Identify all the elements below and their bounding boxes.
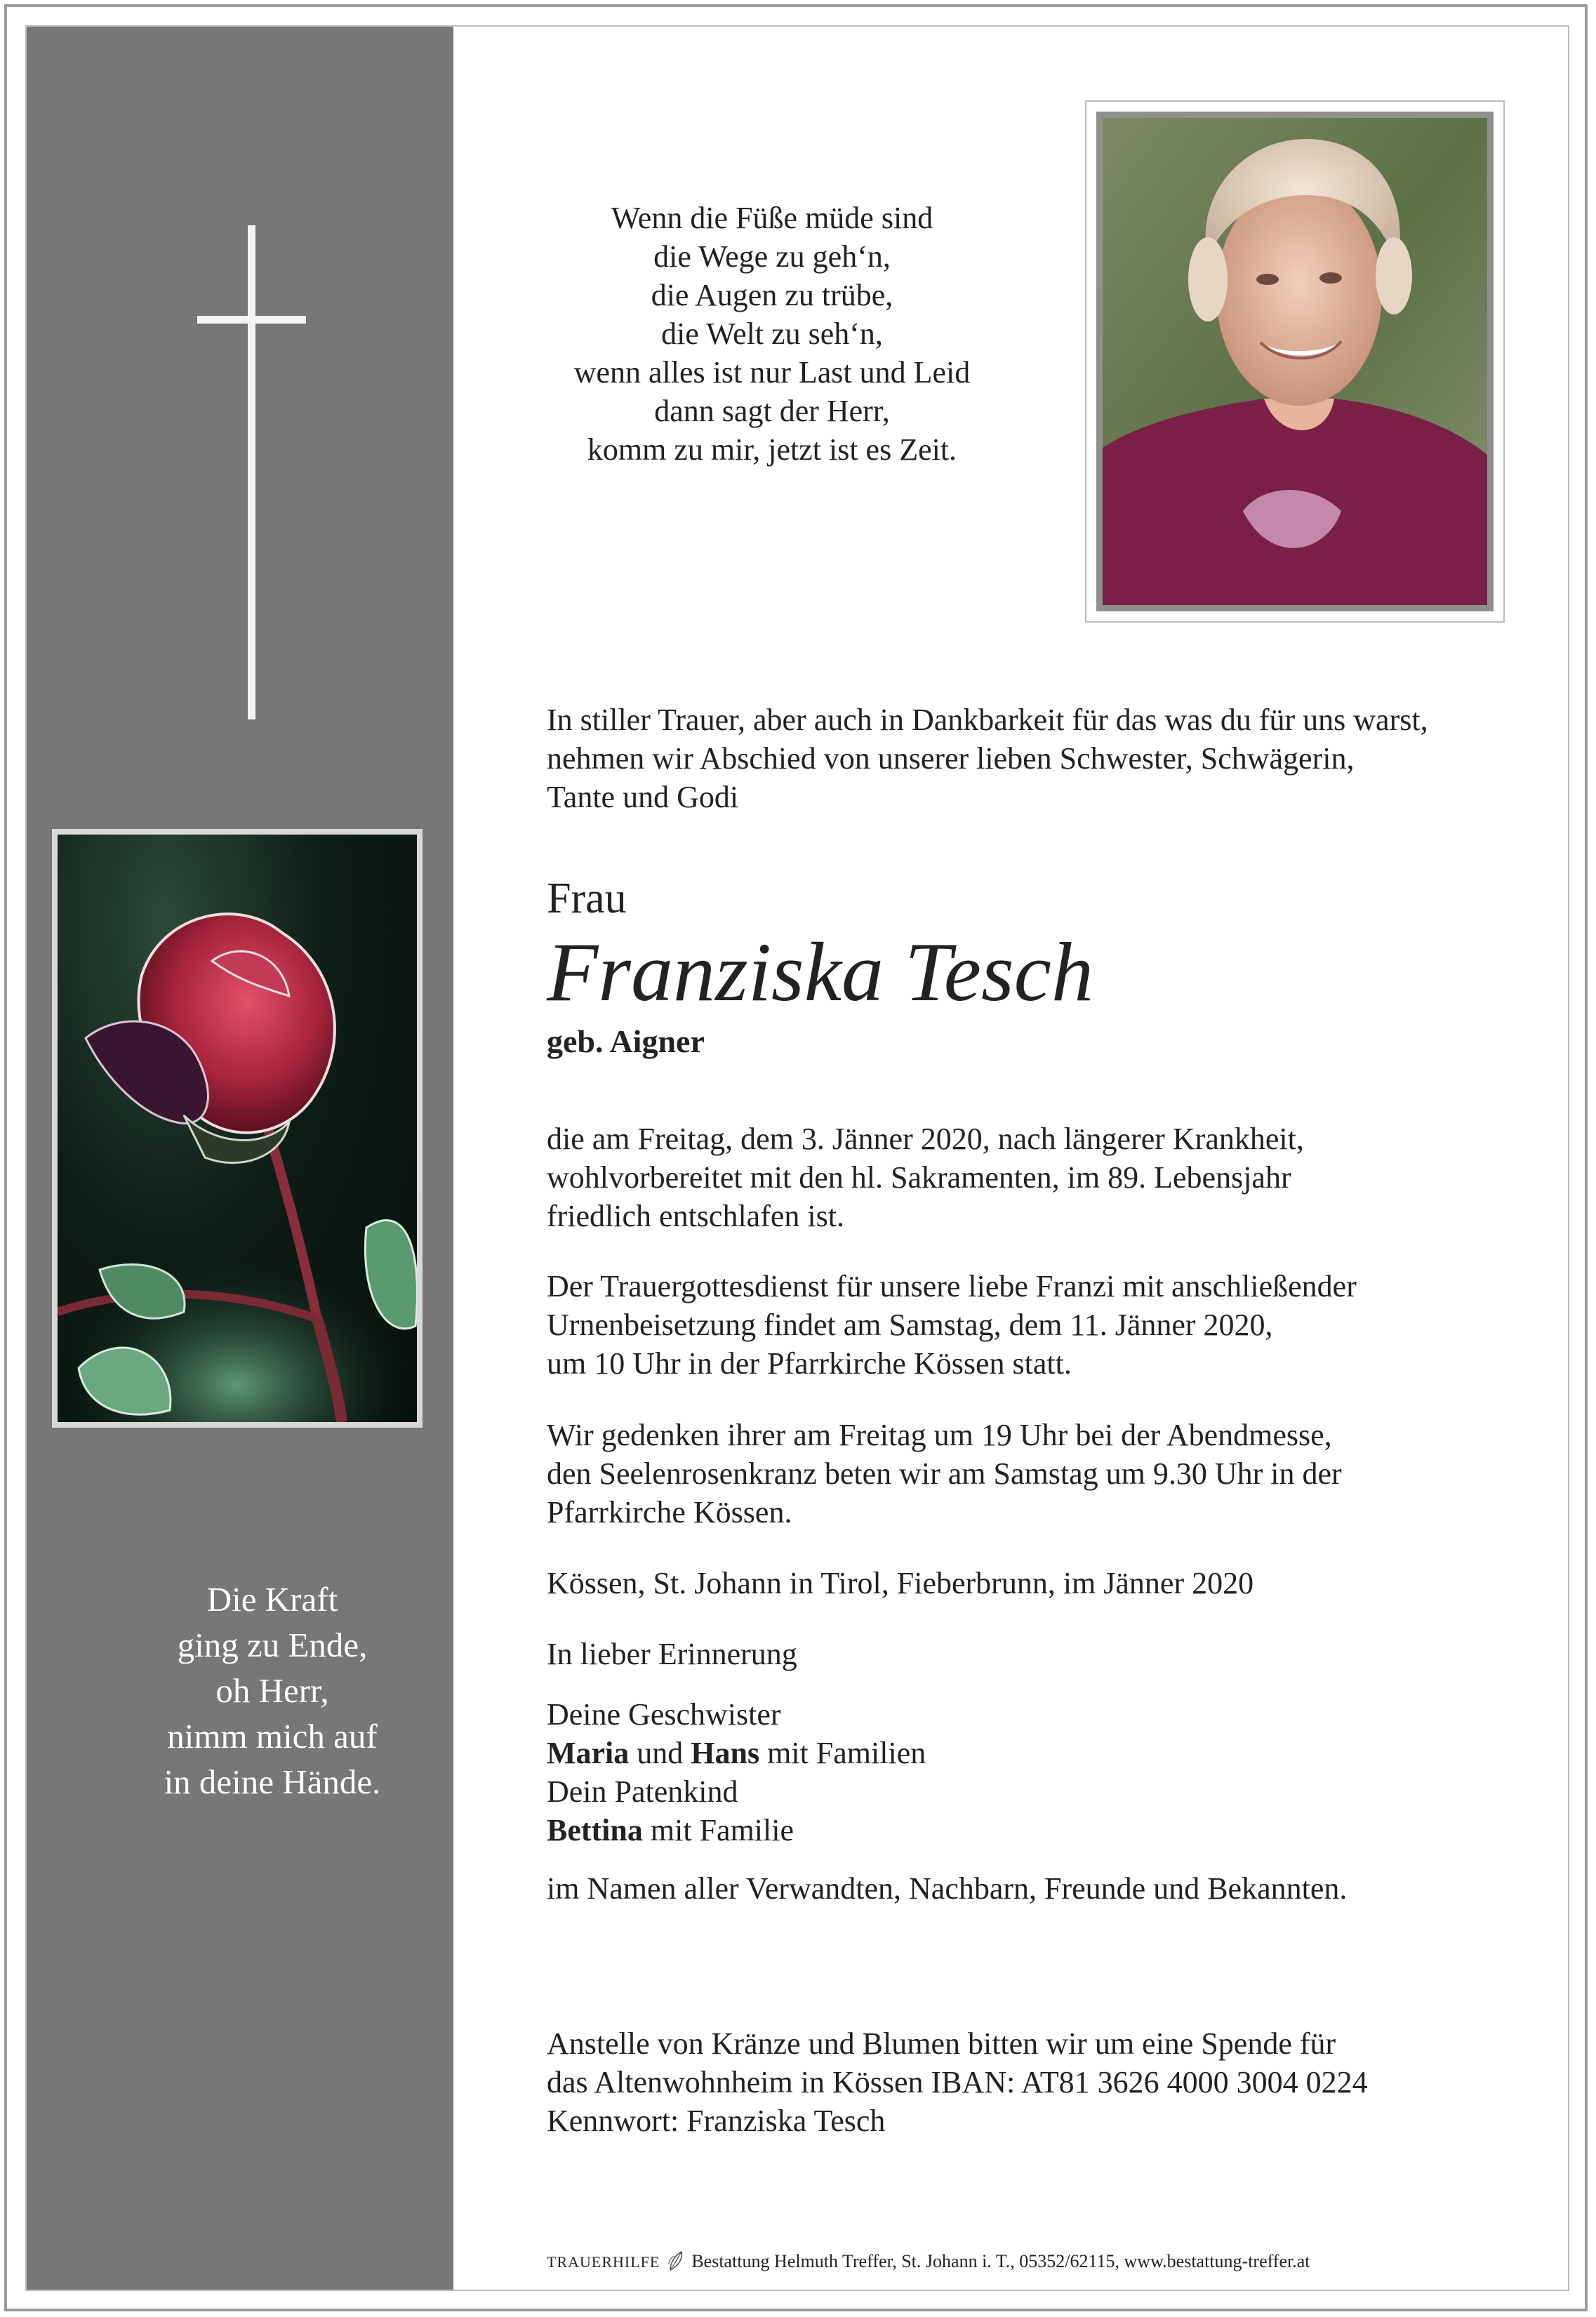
sibling-name: Hans xyxy=(691,1736,760,1770)
paragraph-line: Urnenbeisetzung findet am Samstag, dem 11. Jänner 2020, xyxy=(547,1308,1273,1342)
paragraph-line: die am Freitag, dem 3. Jänner 2020, nach längerer Krankheit, xyxy=(547,1122,1304,1156)
footer-brand: TRAUERHILFE xyxy=(547,2253,660,2271)
footer xyxy=(547,2250,1543,2273)
poem-line: wenn alles ist nur Last und Leid xyxy=(573,355,971,390)
salutation: Frau xyxy=(547,875,627,922)
mourners-list xyxy=(547,1695,1543,1850)
portrait-frame xyxy=(1085,100,1505,623)
paragraph-line: wohlvorbereitet mit den hl. Sakramenten, im 89. Lebensjahr xyxy=(547,1160,1291,1195)
paragraph-line: Wir gedenken ihrer am Freitag um 19 Uhr bei der Abendmesse, xyxy=(547,1418,1332,1452)
poem-line: die Welt zu seh‘n, xyxy=(661,317,883,351)
memorial-mass-paragraph xyxy=(547,1416,1543,1532)
side-poem-line: nimm mich auf xyxy=(167,1717,378,1755)
donation-request xyxy=(547,2024,1543,2140)
cross-icon xyxy=(248,225,255,719)
portrait-matte xyxy=(1096,112,1494,611)
death-notice-paragraph xyxy=(547,1120,1543,1235)
intro-text xyxy=(547,701,1543,816)
rose-image-frame xyxy=(52,829,423,1428)
paragraph-line: um 10 Uhr in der Pfarrkirche Kössen statt. xyxy=(547,1346,1072,1381)
conjunction: und xyxy=(629,1736,691,1770)
deceased-name: Franziska Tesch xyxy=(547,925,1093,1018)
paragraph-line: friedlich entschlafen ist. xyxy=(547,1199,844,1233)
poem-line: komm zu mir, jetzt ist es Zeit. xyxy=(587,432,957,467)
poem-line: die Augen zu trübe, xyxy=(651,278,893,312)
paragraph-line: Pfarrkirche Kössen. xyxy=(547,1495,792,1529)
sibling-name: Maria xyxy=(547,1736,630,1770)
siblings-line xyxy=(547,1734,1543,1772)
siblings-label: Deine Geschwister xyxy=(547,1697,781,1732)
godchild-suffix: mit Familie xyxy=(642,1813,794,1847)
maiden-name: geb. Aigner xyxy=(547,1023,705,1059)
poem-line: die Wege zu geh‘n, xyxy=(653,239,891,274)
side-poem-line: Die Kraft xyxy=(206,1580,338,1619)
donation-line: das Altenwohnheim in Kössen IBAN: AT81 3626 4000 3004 0224 xyxy=(547,2065,1368,2099)
donation-line: Anstelle von Kränze und Blumen bitten wir um eine Spende für xyxy=(547,2026,1336,2061)
funeral-service-paragraph xyxy=(547,1267,1543,1383)
paragraph-line: den Seelenrosenkranz beten wir am Samstag um 9.30 Uhr in der xyxy=(547,1456,1342,1491)
paragraph-line: Der Trauergottesdienst für unsere liebe Franzi mit anschließender xyxy=(547,1269,1357,1303)
donation-line: Kennwort: Franziska Tesch xyxy=(547,2104,886,2138)
siblings-suffix: mit Familien xyxy=(759,1736,926,1770)
on-behalf-line: im Namen aller Verwandten, Nachbarn, Freunde und Bekannten. xyxy=(547,1871,1348,1906)
top-poem xyxy=(491,199,1053,469)
intro-line: Tante und Godi xyxy=(547,780,739,814)
side-poem-line: oh Herr, xyxy=(215,1671,329,1710)
godchild-label: Dein Patenkind xyxy=(547,1774,738,1809)
portrait-photo xyxy=(1103,118,1487,605)
footer-text: Bestattung Helmuth Treffer, St. Johann i. T., 05352/62115, www.bestattung-treffer.at xyxy=(691,2251,1310,2271)
leaf-icon xyxy=(667,2250,684,2271)
poem-line: dann sagt der Herr, xyxy=(654,394,890,428)
godchild-line xyxy=(547,1811,1543,1850)
in-memory-heading: In lieber Erinnerung xyxy=(547,1637,797,1671)
side-poem-line: ging zu Ende, xyxy=(177,1626,368,1664)
poem-line: Wenn die Füße müde sind xyxy=(611,201,933,235)
place-date: Kössen, St. Johann in Tirol, Fieberbrunn, im Jänner 2020 xyxy=(547,1566,1254,1600)
intro-line: In stiller Trauer, aber auch in Dankbarkeit für das was du für uns warst, xyxy=(547,703,1428,737)
godchild-name: Bettina xyxy=(547,1813,643,1847)
intro-line: nehmen wir Abschied von unserer lieben Schwester, Schwägerin, xyxy=(547,741,1355,776)
side-poem-line: in deine Hände. xyxy=(164,1762,381,1801)
side-poem xyxy=(90,1576,455,1805)
rose-image xyxy=(58,835,417,1422)
cross-icon-bar xyxy=(197,316,306,324)
